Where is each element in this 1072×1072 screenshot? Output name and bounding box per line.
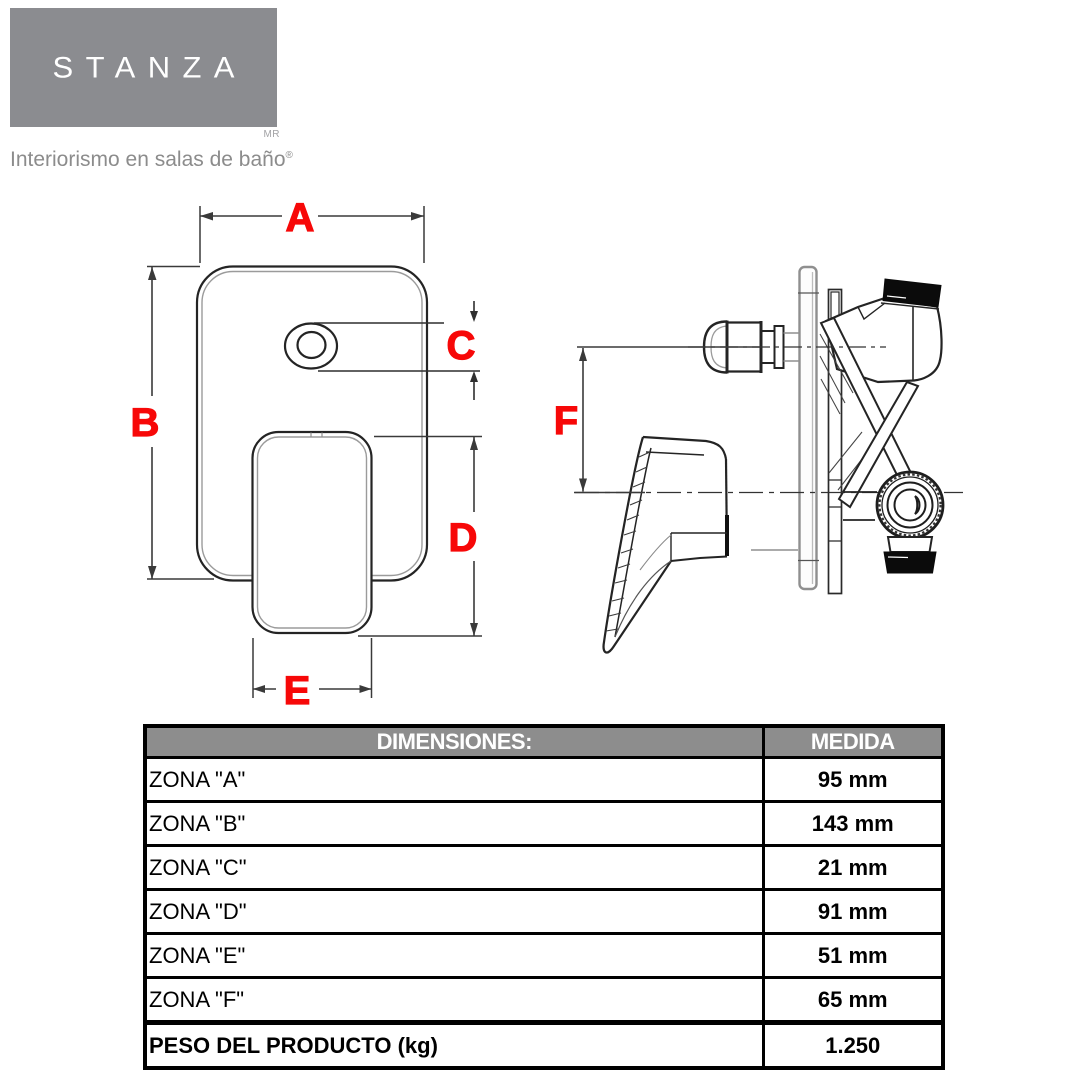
- brand-tagline: Interiorismo en salas de baño®: [10, 148, 293, 171]
- zone-d-value: 91 mm: [763, 890, 943, 934]
- table-row: [145, 758, 943, 802]
- table-header-row: [145, 726, 943, 758]
- dim-label-b: B: [130, 401, 160, 445]
- dim-label-f: F: [553, 399, 579, 443]
- dimensions-table: [143, 724, 945, 1070]
- product-weight-label: PESO DEL PRODUCTO (kg): [145, 1023, 763, 1069]
- logo-wordmark: STANZA: [52, 50, 247, 84]
- zone-d-label: ZONA "D": [145, 890, 763, 934]
- handle-outline: [253, 432, 372, 633]
- registered-mark: ®: [285, 150, 293, 161]
- bottom-pipe-cap: [884, 552, 936, 573]
- dim-label-d: D: [448, 516, 478, 560]
- zone-a-label: ZONA "A": [145, 758, 763, 802]
- side-view: [574, 267, 963, 653]
- table-row: [145, 890, 943, 934]
- dim-label-e: E: [283, 669, 311, 713]
- zone-c-value: 21 mm: [763, 846, 943, 890]
- outlet-hub: [877, 472, 943, 538]
- product-weight-value: 1.250: [763, 1023, 943, 1069]
- zone-b-value: 143 mm: [763, 802, 943, 846]
- header-dimensions: DIMENSIONES:: [145, 726, 763, 758]
- zone-a-value: 95 mm: [763, 758, 943, 802]
- lever-handle-side: [603, 437, 727, 653]
- table-footer-row: [145, 1023, 943, 1069]
- zone-c-label: ZONA "C": [145, 846, 763, 890]
- side-plate: [800, 267, 817, 589]
- table-row: [145, 934, 943, 978]
- zone-e-value: 51 mm: [763, 934, 943, 978]
- table-row: [145, 846, 943, 890]
- zone-e-label: ZONA "E": [145, 934, 763, 978]
- front-view: [147, 206, 482, 698]
- zone-b-label: ZONA "B": [145, 802, 763, 846]
- zone-f-value: 65 mm: [763, 978, 943, 1023]
- header-medida: MEDIDA: [763, 726, 943, 758]
- table-row: [145, 978, 943, 1023]
- trademark-mark: MR: [263, 129, 280, 140]
- dim-label-a: A: [285, 196, 315, 240]
- zone-f-label: ZONA "F": [145, 978, 763, 1023]
- table-row: [145, 802, 943, 846]
- dim-label-c: C: [446, 324, 476, 368]
